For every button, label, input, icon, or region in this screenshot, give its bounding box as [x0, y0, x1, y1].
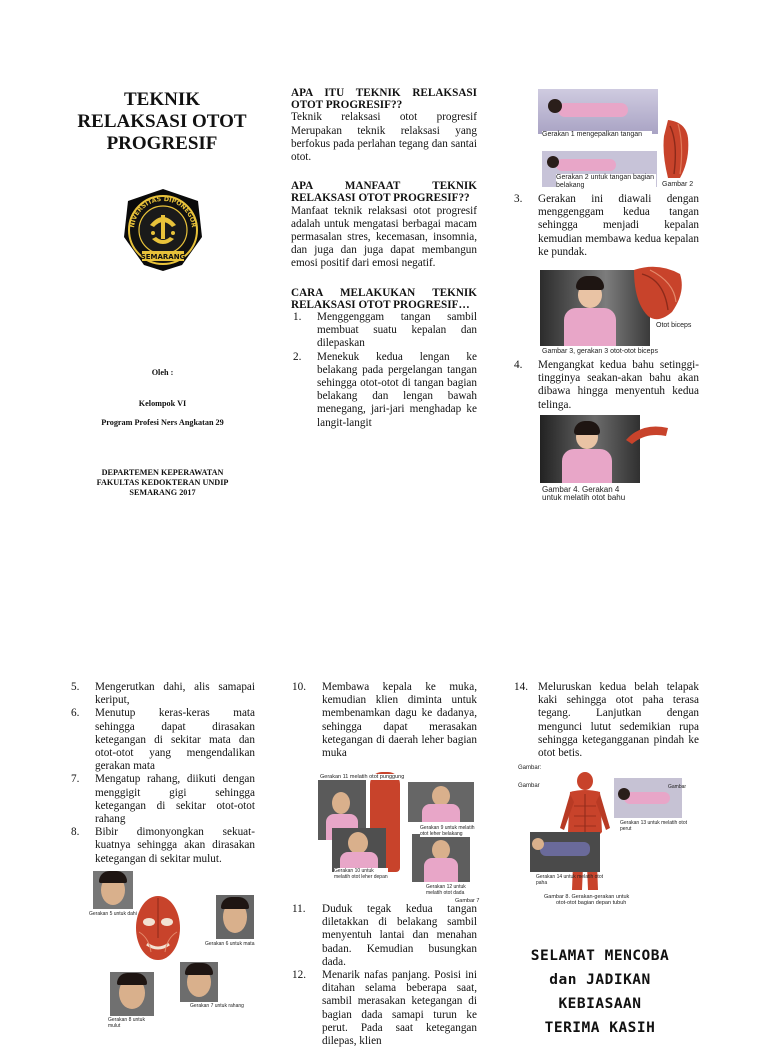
caption-gerakan-12: Gerakan 12 untuk melatih otot dada: [426, 884, 478, 896]
seal-text-top: NIVERSITAS DIPONEGOR: [129, 195, 197, 229]
caption-gerakan-13: Gerakan 13 untuk melatih otot perut: [620, 820, 687, 832]
kelompok-label: Kelompok VI: [138, 399, 187, 408]
caption-gambar-4a: Gambar 4. Gerakan 4: [542, 485, 620, 494]
list-item: 7. Mengatup rahang, diikuti dengan menggigit gigi sehingga ketegangan di sekitar otot-otot rahang: [71, 773, 255, 826]
biceps-illustration: [628, 262, 688, 326]
photo-gerakan-14: [530, 832, 600, 872]
list-item: 6. Menutup keras-keras mata sehingga dapat dirasakan ketegangan di sekitar mata dan otot-otot yang mengendalikan gerakan mata: [71, 707, 255, 773]
caption-biceps: Otot biceps: [656, 322, 692, 329]
brochure-title: [62, 89, 262, 155]
department-line-3: SEMARANG 2017: [129, 488, 196, 497]
list-item: 4. Mengangkat kedua bahu setinggi-tingginya seakan-akan bahu akan dibawa hingga menyentuh kedua telinga.: [514, 359, 699, 411]
cara-heading: CARA MELAKUKAN TEKNIK RELAKSASI OTOT PROGRESIF…: [291, 286, 477, 311]
list-item: 11. Duduk tegak kedua tangan diletakkan di belakang sambil menyentuh lantai dan menahan badan. Kemudian busungkan dada.: [292, 903, 477, 968]
list-item: 1. Menggenggam tangan sambil membuat suatu kepalan dan dilepaskan: [293, 311, 477, 350]
caption-gerakan-10: Gerakan 10 untuk melatih otot leher depan: [334, 868, 388, 880]
university-seal-icon: [120, 187, 206, 273]
caption-gambar-short-right: Gambar: [668, 784, 687, 790]
list-item: 2. Menekuk kedua lengan ke belakang pada pergelangan tangan sehingga otot-otot di tangan bagian belakang dan lengan bawah menegang, jari-jari menghadap ke langit-langit: [293, 350, 477, 429]
caption-gambar-4b: untuk melatih otot bahu: [542, 493, 626, 502]
list-item: 12. Menarik nafas panjang. Posisi ini ditahan selama beberapa saat, sambil merasakan ketegangan di bagian dada samapi turun ke perut. Pada saat ketegangan dilepas, klien: [292, 969, 477, 1048]
photo-face-mata: [216, 895, 254, 939]
caption-gerakan-14: Gerakan 14 untuk melatih otot paha: [536, 874, 603, 886]
list-item: 5. Mengerutkan dahi, alis samapai keriput,: [71, 681, 255, 707]
photo-gerakan-12: [412, 834, 470, 882]
steps-column-4: [69, 681, 255, 866]
apa-heading: APA ITU TEKNIK RELAKSASI OTOT PROGRESIF??: [291, 87, 477, 112]
caption-gambar-7: Gambar 7: [455, 898, 480, 904]
caption-gerakan-1: Gerakan 1 mengepalkan tangan: [542, 131, 652, 139]
list-item: 14. Meluruskan kedua belah telapak kaki sehingga otot paha terasa tegang. Lanjutkan dengan mengunci lutut sedemikian rupa sehingga ketegangganan pindah ke otot betis.: [514, 681, 699, 760]
photo-face-rahang: [180, 962, 218, 1002]
closing-line-2: dan JADIKAN: [549, 972, 651, 988]
caption-gambar-8b: otot-otot bagian depan tubuh: [556, 900, 627, 906]
steps-column-5a: [290, 681, 477, 760]
face-muscle-illustration: [133, 892, 183, 972]
caption-gambar-8a: Gambar 8. Gerakan-gerakan untuk: [544, 894, 630, 900]
department-line-2: FAKULTAS KEDOKTERAN UNDIP: [96, 478, 229, 487]
manfaat-text: Manfaat teknik relaksasi otot progresif adalah untuk mengatasi berbagai macam permasalan stres, kecemasan, insomnia, dan juga dan juga dapat membangun emosi positif dari emosi negatif.: [291, 204, 477, 270]
department-block: [60, 468, 265, 498]
arm-muscle-illustration: [660, 118, 692, 180]
photo-face-dahi: [93, 871, 133, 909]
department-line-1: DEPARTEMEN KEPERAWATAN: [101, 468, 224, 477]
seal-text-bottom: SEMARANG: [140, 253, 186, 261]
caption-face-mata: Gerakan 6 untuk mata: [205, 941, 255, 947]
caption-gerakan-2: Gerakan 2 untuk tangan bagian belakang: [556, 174, 655, 189]
steps-list-1: [291, 311, 477, 430]
title-line-2: RELAKSASI OTOT: [77, 111, 247, 132]
manfaat-heading: APA MANFAAT TEKNIK RELAKSASI OTOT PROGRESIF??: [291, 180, 477, 205]
info-column: [291, 87, 477, 430]
oleh-label: Oleh :: [151, 368, 174, 377]
closing-message: [510, 944, 690, 1040]
closing-line-3: KEBIASAAN: [558, 996, 642, 1012]
photo-gerakan-9: [408, 782, 474, 822]
steps-column-3a: [512, 193, 699, 259]
caption-gerakan-11: Gerakan 11 melatih otot punggung: [320, 774, 405, 780]
photo-gerakan-10: [332, 828, 386, 872]
caption-gambar-label: Gambar:: [518, 765, 542, 771]
closing-line-4: TERIMA KASIH: [544, 1020, 656, 1036]
program-label: Program Profesi Ners Angkatan 29: [101, 418, 224, 427]
caption-face-dahi: Gerakan 5 untuk dahi: [89, 911, 137, 917]
title-line-3: PROGRESIF: [106, 133, 218, 154]
steps-column-6: [512, 681, 699, 760]
title-line-1: TEKNIK: [123, 89, 201, 110]
caption-face-mulut: Gerakan 8 untuk mulut: [108, 1017, 145, 1029]
list-item: 3. Gerakan ini diawali dengan menggenggam kedua tangan sehingga menjadi kepalan kemudian membawa kedua kepalan ke pundak.: [514, 193, 699, 258]
steps-column-3b: [512, 359, 699, 412]
caption-gerakan-9: Gerakan 9 untuk melatih otot leher belakang: [420, 825, 475, 837]
apa-text: Teknik relaksasi otot progresif Merupakan teknik relaksasi yang berfokus pada perlahan tegang dan santai otot.: [291, 111, 477, 164]
shoulder-muscle-illustration: [622, 420, 672, 446]
list-item: 8. Bibir dimonyongkan sekuat-kuatnya sehingga akan dirasakan ketegangan di sekitar mulut.: [71, 826, 255, 865]
caption-face-rahang: Gerakan 7 untuk rahang: [190, 1003, 244, 1009]
closing-line-1: SELAMAT MENCOBA: [530, 948, 670, 964]
photo-face-mulut: [110, 972, 154, 1016]
caption-gambar-3: Gambar 3, gerakan 3 otot-otot biceps: [542, 348, 658, 355]
photo-gerakan-1: [538, 89, 658, 134]
caption-gambar-short: Gambar: [518, 783, 540, 789]
caption-gambar-2: Gambar 2: [662, 181, 694, 188]
list-item: 10. Membawa kepala ke muka, kemudian klien diminta untuk membenamkan dagu ke dadanya, sehingga dapat merasakan ketegangan di daerah leher bagian muka: [292, 681, 477, 760]
steps-column-5b: [290, 903, 477, 1048]
